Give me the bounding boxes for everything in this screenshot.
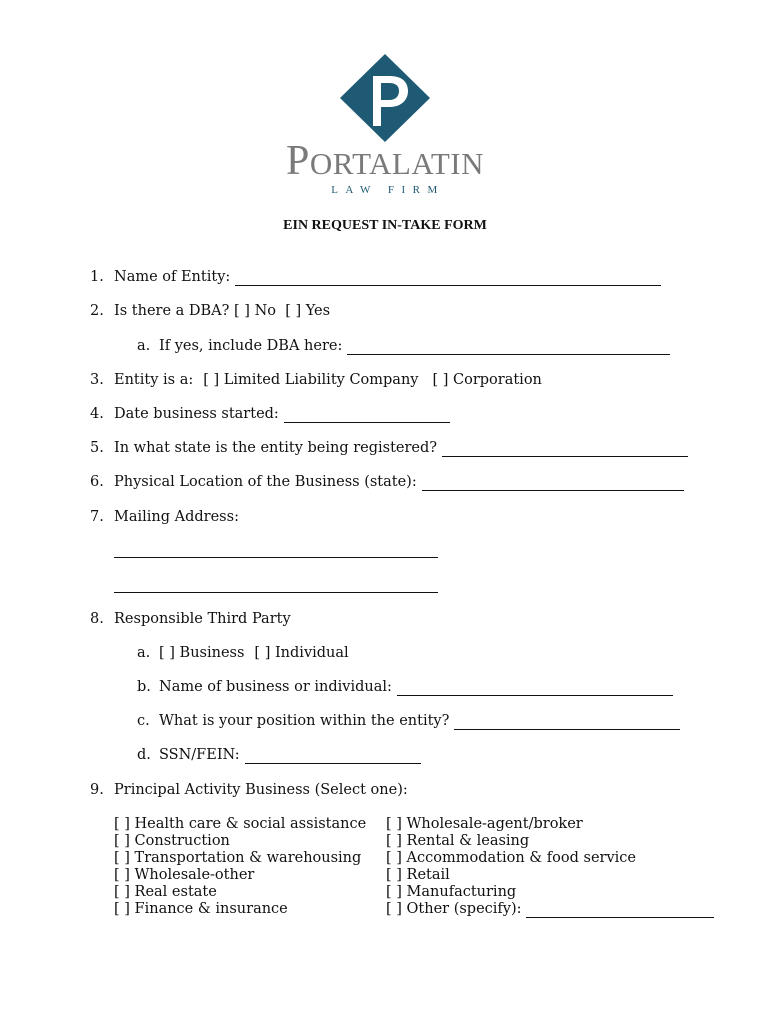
activity-option[interactable]: [ ] Health care & social assistance — [114, 816, 367, 832]
question-dba: 2. Is there a DBA? [ ] No [ ] Yes — [90, 303, 331, 319]
activity-list-left — [114, 816, 366, 918]
corporation-checkbox[interactable]: [ ] Corporation — [432, 372, 542, 388]
activity-option[interactable]: [ ] Finance & insurance — [114, 901, 288, 917]
activity-option[interactable]: [ ] Rental & leasing — [386, 833, 530, 849]
activity-list-right — [386, 816, 714, 918]
business-checkbox[interactable]: [ ] Business — [159, 645, 245, 661]
question-mailing-address: 7. Mailing Address: — [90, 509, 239, 525]
question-entity-type: 3. Entity is a: [ ] Limited Liability Company [ ] Corporation — [90, 372, 542, 388]
position-field[interactable] — [454, 715, 680, 730]
date-started-field[interactable] — [284, 408, 450, 423]
llc-checkbox[interactable]: [ ] Limited Liability Company — [203, 372, 419, 388]
ssn-fein-field[interactable] — [245, 749, 421, 764]
entity-name-field[interactable] — [235, 271, 661, 286]
question-principal-activity: 9. Principal Activity Business (Select one): — [90, 782, 408, 798]
question-dba-name: a. If yes, include DBA here: — [137, 337, 670, 355]
dba-checkboxes[interactable]: Is there a DBA? [ ] No [ ] Yes — [114, 303, 331, 319]
third-party-name-field[interactable] — [397, 681, 673, 696]
dba-name-field[interactable] — [347, 340, 670, 355]
individual-checkbox[interactable]: [ ] Individual — [254, 645, 349, 661]
other-specify-field[interactable] — [526, 904, 714, 918]
firm-logo — [280, 52, 490, 202]
question-third-party-name: b. Name of business or individual: — [137, 678, 673, 696]
activity-option[interactable]: [ ] Wholesale-other — [114, 867, 255, 883]
logo-subtitle: LAW FIRM — [331, 184, 445, 196]
question-entity-name: 1. Name of Entity: — [90, 268, 661, 286]
activity-option[interactable]: [ ] Wholesale-agent/broker — [386, 816, 583, 832]
question-third-party-type: a. [ ] Business [ ] Individual — [137, 645, 349, 661]
physical-location-field[interactable] — [422, 476, 684, 491]
question-ssn-fein: d. SSN/FEIN: — [137, 746, 421, 764]
form-title: EIN REQUEST IN-TAKE FORM — [283, 218, 487, 233]
registration-state-field[interactable] — [442, 442, 688, 457]
activity-option[interactable]: [ ] Retail — [386, 867, 450, 883]
mailing-address-line-1[interactable] — [114, 557, 438, 558]
question-third-party: 8. Responsible Third Party — [90, 611, 291, 627]
activity-option[interactable]: [ ] Accommodation & food service — [386, 850, 636, 866]
logo-diamond-icon — [280, 52, 490, 142]
activity-option[interactable]: [ ] Manufacturing — [386, 884, 517, 900]
question-date-started: 4. Date business started: — [90, 405, 450, 423]
activity-option[interactable]: [ ] Transportation & warehousing — [114, 850, 362, 866]
activity-option[interactable]: [ ] Construction — [114, 833, 230, 849]
logo-wordmark: PORTALATIN — [286, 138, 484, 184]
activity-option-other[interactable]: [ ] Other (specify): — [386, 901, 714, 918]
question-position: c. What is your position within the entity? — [137, 712, 680, 730]
question-registration-state: 5. In what state is the entity being registered? — [90, 439, 688, 457]
mailing-address-line-2[interactable] — [114, 592, 438, 593]
question-physical-location: 6. Physical Location of the Business (state): — [90, 473, 684, 491]
activity-option[interactable]: [ ] Real estate — [114, 884, 217, 900]
